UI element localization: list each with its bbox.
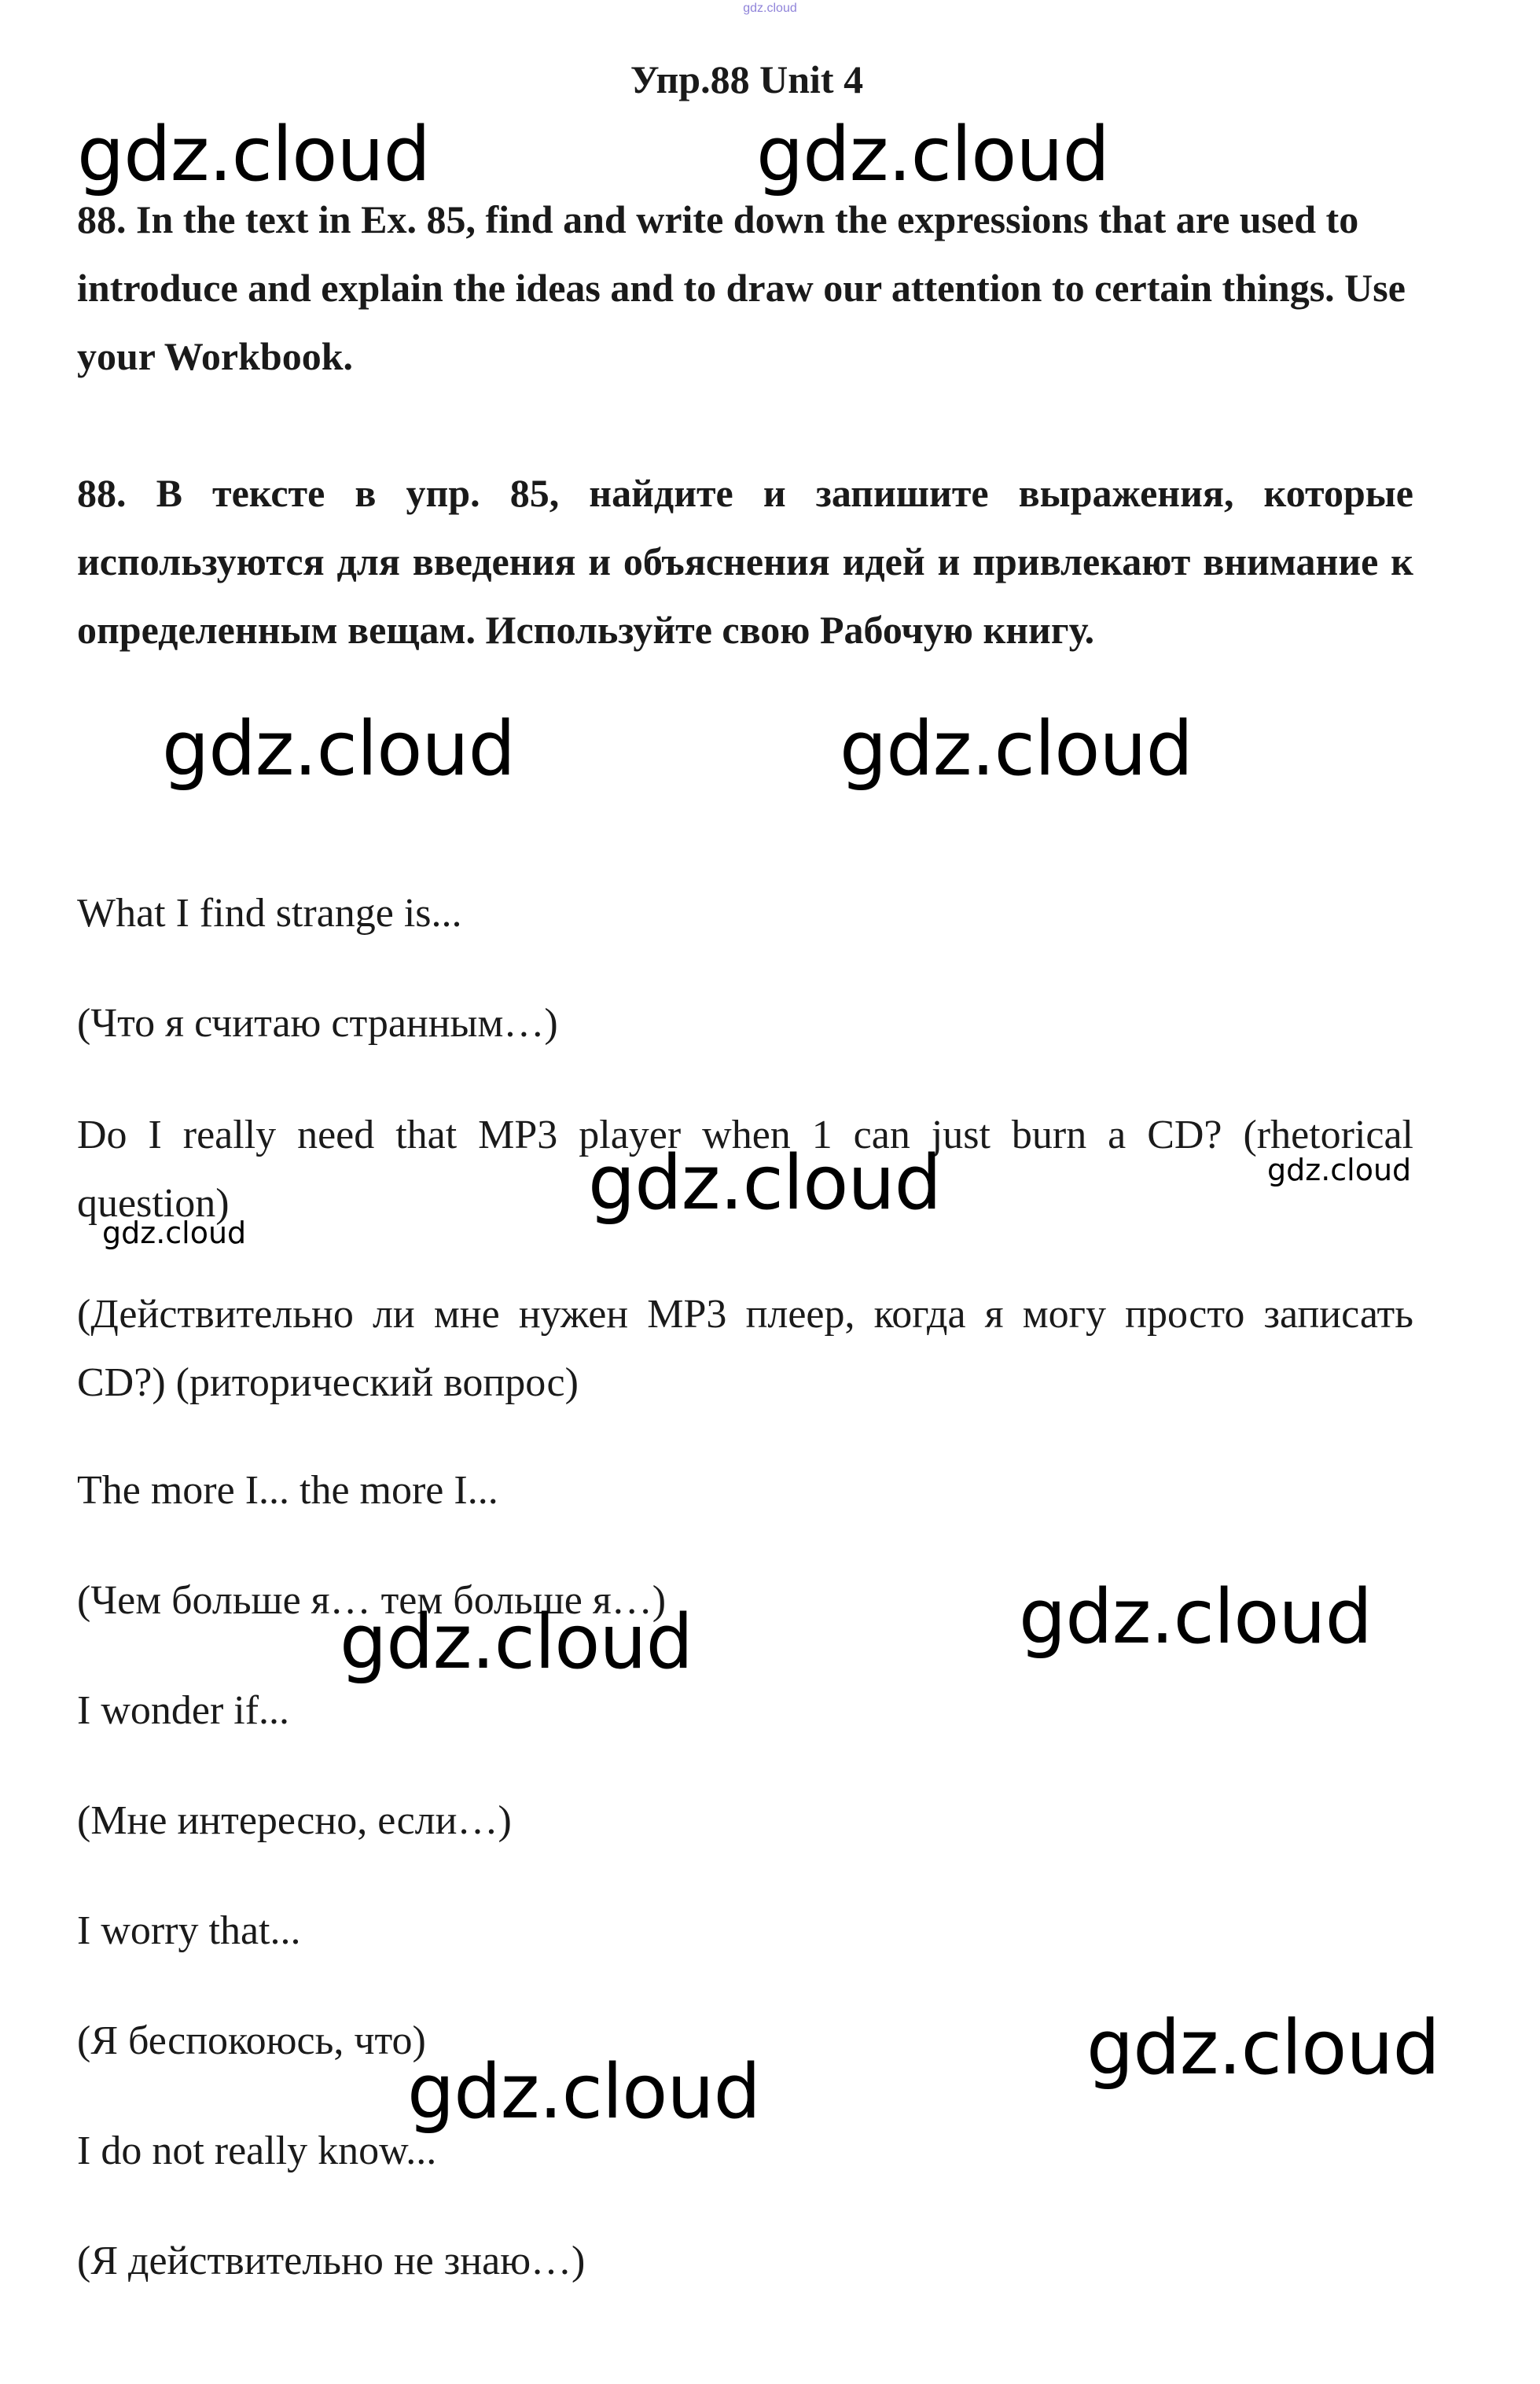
watermark: gdz.cloud bbox=[1086, 2005, 1439, 2092]
answer-line: I worry that... bbox=[77, 1908, 301, 1953]
watermark: gdz.cloud bbox=[407, 2049, 760, 2136]
watermark: gdz.cloud bbox=[1267, 1153, 1412, 1187]
watermark: gdz.cloud bbox=[77, 112, 430, 198]
watermark: gdz.cloud bbox=[756, 112, 1109, 198]
site-mark: gdz.cloud bbox=[743, 2, 797, 15]
watermark: gdz.cloud bbox=[840, 706, 1193, 793]
task-russian: 88. В тексте в упр. 85, найдите и запишите выражения, которые используются для введения и объяснения идей и привлекают внимание к определенным вещам. Используйте свою Рабочую книгу. bbox=[77, 471, 1413, 652]
watermark: gdz.cloud bbox=[1019, 1574, 1372, 1661]
answer-line: Do I really need that MP3 player when 1 can just burn a CD? (rhetorical question) bbox=[77, 1113, 1413, 1226]
answer-line: I do not really know... bbox=[77, 2128, 437, 2173]
task-english: 88. In the text in Ex. 85, find and write down the expressions that are used to introduce and explain the ideas and to draw our attention to certain things. Use your Workbook. bbox=[77, 197, 1406, 378]
answer-line: (Чем больше я… тем больше я…) bbox=[77, 1578, 667, 1623]
answer-line: (Я действительно не знаю…) bbox=[77, 2239, 586, 2283]
page-title: Упр.88 Unit 4 bbox=[630, 57, 864, 101]
answer-line: The more I... the more I... bbox=[77, 1468, 498, 1513]
answer-line: (Что я считаю странным…) bbox=[77, 1001, 558, 1046]
answer-line: What I find strange is... bbox=[77, 891, 462, 936]
watermark: gdz.cloud bbox=[340, 1599, 693, 1686]
answer-line: (Действительно ли мне нужен MP3 плеер, когда я могу просто записать CD?) (риторический вопрос) bbox=[77, 1292, 1413, 1405]
answer-line: (Мне интересно, если…) bbox=[77, 1798, 512, 1843]
answer-line: I wonder if... bbox=[77, 1688, 290, 1733]
watermark: gdz.cloud bbox=[588, 1140, 941, 1227]
watermark: gdz.cloud bbox=[162, 706, 515, 793]
answer-line: (Я беспокоюсь, что) bbox=[77, 2018, 426, 2063]
watermark: gdz.cloud bbox=[102, 1216, 247, 1250]
